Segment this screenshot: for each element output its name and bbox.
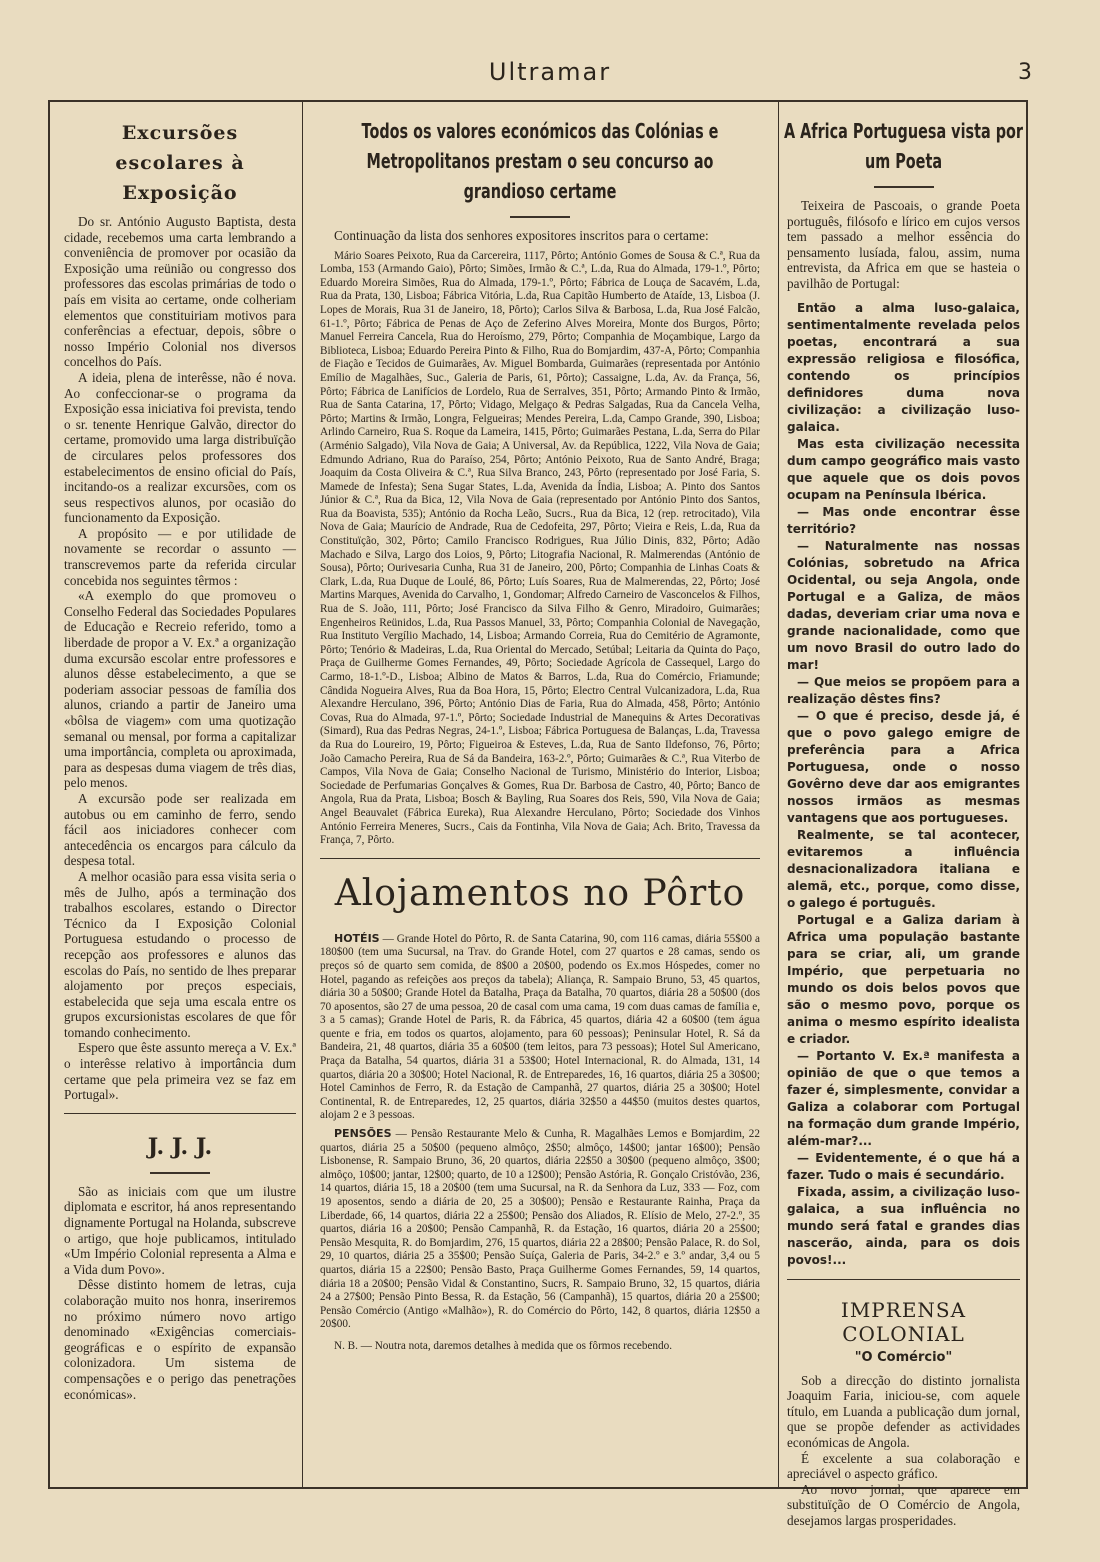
page-frame (48, 100, 1028, 1528)
pensions-text: — Pensão Restaurante Melo & Cunha, R. Magalhães Lemos e Bomjardim, 22 quartos, diária 25 a 50$00 (pequeno almôço, 2$50; almôço, 14$00; jantar 16$00); Pensão Lisbonense, R. Sampaio Bruno, 36, 20 quartos, diária 22$50 a 30$00 (pequeno almôço, 3$00; almôço, 10$00; jantar, 12$00; quarto, de 10 a 12$00); Pensão Astória, R. Gonçalo Cristóvão, 236, 14 quartos, diária 15, 18 a 20$00 (tem uma Sucursal, na R. da Senhora da Luz, 333 — Foz, com 19 aposentos, sendo a diária de 20, 25 a 30$00); Pensão e Restaurante Rainha, Praça da Liberdade, 66, 14 quartos, diária 22 a 25$00; Pensão dos Aliados, R. Elísio de Melo, 27-2.º, 35 quartos, diária 16 a 20$00; Pensão Campanhã, R. da Estação, 16 quartos, diária 20 a 25$00; Pensão Mesquita, R. do Bomjardim, 276, 15 quartos, diária 22 a 28$00; Pensão Palace, R. do Sol, 29, 10 quartos, diária 25 a 35$00; Pensão Suíça, Galeria de Paris, 34-2.º e 3.º andar, 3,4 ou 5 quartos, diária 15 a 22$00; Pensão Basto, Praça Guilherme Gomes Fernandes, 59, 14 quartos, diária 18 a 20$00; Pensão Vidal & Constantino, Sucrs, R. Sampaio Bruno, 32, 15 quartos, diária 24 a 27$00; Pensão Pinto Bessa, R. da Estação, 56 (Campanhã), 15 quartos, diária 20 a 25$00; Pensão Comércio (Antigo «Malhão»), R. do Comércio do Pôrto, 142, 8 quartos, diária 12$50 a 20$00. (320, 1128, 760, 1331)
intro-paragraph: Teixeira de Pascoais, o grande Poeta português, filósofo e lírico em cujos versos tem passado a melhor essência do pensamento lusíada, falou, assim, numa entrevista, da Africa em que se hasteia o pavilhão de Portugal: (787, 198, 1020, 291)
hotels-paragraph (320, 932, 760, 1123)
interview (787, 300, 1020, 1269)
paragraph: Do sr. António Augusto Baptista, desta cidade, recebemos uma carta lembrando a conveniência de promover por ocasião da Exposição uma reünião ou congresso dos professores das escolas primárias de todo o país em visita ao certame, onde colheriam elementos que constituiriam motivos para conferências a efectuar, depois, sôbre o nosso Império Colonial nos diversos concelhos do País. (64, 214, 296, 370)
pensions-paragraph (320, 1127, 760, 1332)
column-left (48, 102, 303, 1487)
divider (874, 186, 934, 188)
interview-paragraph: Mas esta civilização necessita dum campo geográfico mais vasto que aquele que os dois povos ocupam na Península Ibérica. (787, 436, 1020, 502)
masthead (0, 58, 1100, 94)
pensions-lead: PENSÕES (334, 1127, 392, 1141)
column-middle (310, 102, 770, 1487)
paragraph: A propósito — e por utilidade de novamente se recordar o assunto — transcrevemos parte da referida circular concebida nos seguintes têrmos : (64, 525, 296, 588)
paragraph: «A exemplo do que promoveu o Conselho Federal das Sociedades Populares de Educação e Recreio referido, tomo a liberdade de propor a V. Ex.ª a organização duma excursão escolar entre professores e alunos dêsse estabelecimento, a que se poderiam associar pessoas de família dos alunos, criando a partir de Janeiro uma «bôlsa de viagem» com uma quotização semanal ou mensal, por forma a capitalizar uma importância, completa ou aproximada, para as despesas duma viagem de três dias, pelo menos. (64, 588, 296, 791)
paragraph: Ao novo jornal, que aparece em substituïção de O Comércio de Angola, desejamos largas prosperidades. (787, 1481, 1020, 1528)
paragraph: A excursão pode ser realizada em autobus ou em caminho de ferro, sendo fácil aos iniciadores conhecer com antecedência os encargos para cálculo da despesa total. (64, 790, 296, 869)
interview-paragraph: — Portanto V. Ex.ª manifesta a opinião de que o que temos a fazer é, simplesmente, convidar a Galiza a colaborar com Portugal na formação dum grande Império, além-mar?... (787, 1048, 1020, 1148)
article-jjj (64, 1184, 296, 1402)
paragraph: São as iniciais com que um ilustre diplomata e escritor, há anos representando dignamente Portugal na Holanda, subscreve o artigo, que hoje publicamos, intitulado «Um Império Colonial representa a Alma e a Vida dum Povo». (64, 1183, 296, 1277)
headline-imprensa: IMPRENSA COLONIAL (840, 1297, 967, 1346)
divider (320, 858, 760, 859)
exhibitors-intro: Continuação da lista dos senhores expositores inscritos para o certame: (334, 228, 709, 243)
paragraph: Espero que êste assunto mereça a V. Ex.ª o interêsse relativo à importância dum certame que pela primeira vez se faz em Portugal». (64, 1040, 296, 1103)
headline-excursoes: Excursões escolares à Exposição (115, 122, 245, 204)
note: N. B. — Noutra nota, daremos detalhes à medida que os fôrmos recebendo. (334, 1339, 673, 1352)
interview-paragraph: Realmente, se tal acontecer, evitaremos a influência desnacionalizadora italiana e alemã, etc., porque, como disse, o galego é português. (787, 827, 1020, 910)
paragraph: Sob a direcção do distinto jornalista Joaquim Faria, iniciou-se, com aquele título, em Luanda a publicação dum jornal, que se propõe defender as actividades económicas de Angola. (787, 1372, 1020, 1450)
hotels-text: — Grande Hotel do Pôrto, R. de Santa Catarina, 90, com 116 camas, diária 55$00 a 180$00 (tem uma Sucursal, na Trav. do Grande Hotel, com 27 quartos e 28 camas, sendo os preços só de quarto sem comida, de 8$00 a 20$00, podendo os Ex.mos Hóspedes, comer no Hotel, pagando as refeições aos preços da tabela); Aliança, R. Sampaio Bruno, 53, 45 quartos, diária 30 a 50$00; Grande Hotel da Batalha, Praça da Batalha, 70 quartos, diária 28 a 50$00 (dos 70 aposentos, são 27 de uma pessoa, 20 de casal com uma cama, 19 com duas camas de família e, 3 a 5 camas); Grande Hotel de Paris, R. da Fábrica, 45 quartos, diária 42 a 60$00 (tem água quente e fria, em todos os quartos, alojamento, para 60 pessoas); Peninsular Hotel, R. Sá da Bandeira, 21, 48 quartos, diária 35 a 60$00 (tem leitos, para 73 pessoas); Hotel Sul Americano, Praça da Batalha, 54 quartos, diária 31 a 53$00; Hotel Internacional, R. do Almada, 131, 14 quartos, diária 20 a 30$00; Hotel Nacional, R. de Entreparedes, 16, 16 quartos, diária 25 a 30$00; Hotel Caminhos de Ferro, R. da Estação de Campanhã, 27 quartos, diária 25 a 30$00; Hotel Continental, R. de Entreparedes, 12, 25 quartos, diária 32$50 a 44$50 (muitos destes quartos, alojam 2 e 3 pessoas. (320, 932, 760, 1122)
paragraph: A ideia, plena de interêsse, não é nova. Ao confeccionar-se o programa da Exposição essa iniciativa foi prevista, tendo o sr. tenente Henrique Galvão, director do certame, promovido uma larga distribuïção de circulares pelos professores dos estabelecimentos de ensino oficial do País, incitando-os a realizar excursões, com os seus respectivos alunos, por ocasião do funcionamento da Exposição. (64, 369, 296, 526)
interview-paragraph: — Que meios se propõem para a realização dêstes fins? (787, 674, 1020, 706)
interview-paragraph: — Naturalmente nas nossas Colónias, sobretudo na Africa Ocidental, ou seja Angola, onde Portugal e a Galiza, de mãos dadas, deveriam criar uma nova e grande nacionalidade, como que um novo Brasil do outro lado do mar! (787, 538, 1020, 672)
interview-paragraph: Fixada, assim, a civilização luso-galaica, a sua influência no mundo será fatal e grandes dias nascerão, ainda, para os dois povos!... (787, 1184, 1020, 1267)
headline-valores: Todos os valores económicos das Colónias e Metropolitanos prestam o seu concurso ao grandioso certame (361, 119, 719, 203)
headline-africa: A Africa Portuguesa vista por um Poeta (784, 119, 1023, 173)
interview-paragraph: — Mas onde encontrar êsse território? (787, 504, 1020, 536)
divider (787, 1279, 1020, 1280)
paragraph: A melhor ocasião para essa visita seria o mês de Julho, após a terminação dos trabalhos escolares, estando o Director Técnico da I Exposição Colonial Portuguesa estudando o processo de recepção aos professores e alunos das escolas do País, no sentido de lhes preparar alojamento por preços especiais, estabelecida que seja uma escala entre os grupos excursionistas escolares de que fôr tomando conhecimento. (64, 868, 296, 1040)
headline-alojamentos: Alojamentos no Pôrto (334, 872, 746, 914)
interview-paragraph: — Evidentemente, é o que há a fazer. Tudo o mais é secundário. (787, 1150, 1020, 1182)
interview-paragraph: Portugal e a Galiza dariam à Africa uma população bastante para se criar, ali, um grande Império, que perpetuaria no mundo os dois belos povos que são o mesmo povo, porque os anima o mesmo espírito idealista e criador. (787, 912, 1020, 1046)
divider (510, 216, 570, 218)
hotels-lead: HOTÉIS (334, 931, 380, 945)
article-excursoes (64, 214, 296, 1103)
interview-paragraph: — O que é preciso, desde já, é que o povo galego emigre de preferência para a Africa Portuguesa, onde o nosso Govêrno deve dar aos emigrantes nossos irmãos as mesmas vantagens que aos portugueses. (787, 708, 1020, 825)
newspaper-title: Ultramar (488, 58, 612, 86)
exhibitors-list: Mário Soares Peixoto, Rua da Carcereira, 1117, Pôrto; António Gomes de Sousa & C.ª, Rua da Lomba, 153 (Armando Gaio), Pôrto; Simões, Irmão & C.ª, L.da, Rua do Almada, 179-1.º, Pôrto; Eduardo Moreira Simões, Rua do Almada, 179-1.º, Pôrto; Fábrica de Louça de Sacavém, L.da, Rua da Prata, 130, Lisboa; Fábrica Vitória, L.da, Rua Capitão Humberto de Ataíde, 13, Lisboa (J. Lopes de Morais, Rua 31 de Janeiro, 18, Pôrto); Carlos Silva & Barbosa, L.da, Rua José Falcão, 61-1.º, Pôrto; Fábrica de Penas de Aço de Zeferino Alves Moreira, Monte dos Burgos, Pôrto; Manuel Ferreira Cancela, Rua do Heroísmo, 279, Pôrto; Companhia de Moçambique, Largo da Biblioteca, Lisboa; Eduardo Pereira Pinto & Filho, Rua do Bomjardim, 437-A, Pôrto; Companhia de Fiação e Tecidos de Guimarães, Av. Miguel Bombarda, Guimarães (representada por António Emílio de Magalhães, Suc., Galeria de Paris, 61, Pôrto); Cassaigne, L.da, Av. da França, 56, Pôrto; Fábrica de Lanifícios de Lordelo, Rua de Serralves, 351, Pôrto; Armando Pinto & Irmão, Rua de Santa Catarina, 17, Pôrto; Vidago, Melgaço & Pedras Salgadas, Rua da Cancela Velha, Pôrto; Martins & Irmão, Longra, Felgueiras; Mendes Pereira, L.da, Campo Grande, 390, Lisboa; Arlindo Carneiro, Rua S. Roque da Lameira, 1415, Pôrto; Guimarães Pestana, L.da, Serra do Pilar (Arménio Salgado), Vila Nova de Gaia; A Universal, Av. da República, 1222, Vila Nova de Gaia; Edmundo Adriano, Rua do Paraíso, 254, Pôrto; António Peixoto, Rua de Santo André, Braga; Joaquim da Costa Oliveira & C.ª, Rua Silva Branco, 243, Pôrto (representado por José Faria, S. Mamede de Infesta); Sena Sugar States, L.da, Avenida da Índia, Lisboa; A. Pinto dos Santos Júnior & C.ª, Rua da Bica, 12, Vila Nova de Gaia (representado por António Pinto dos Santos, Rua da Boavista, 535); António da Rocha Leão, Sucrs., Rua da Bica, 12 (rep. retrocitado), Vila Nova de Gaia; Maurício de Andrade, Rua de Cedofeita, 297, Pôrto; Vieira e Reis, L.da, Rua da Constituïção, 302, Pôrto; Camilo Francisco Rodrigues, Rua Júlio Dinis, 832, Pôrto; Adão Machado e Silva, Largo dos Loios, 9, Pôrto; Litografia Nacional, R. Malmerendas (António de Sousa), Pôrto; Ourivesaria Cunha, Rua 31 de Janeiro, 200, Pôrto; Companhia de Linhas Coats & Clark, L.da, Rua Duque de Loulé, 86, Pôrto; Luís Soares, Rua de Malmerendas, 22, Pôrto; José Martins Marques, Avenida do Carvalho, 1, Gondomar; Alfredo Carneiro de Vasconcelos & Filhos, Rua de S. João, 111, Pôrto; José Francisco da Silva Filho & Genro, Miradoiro, Guimarães; Engenheiros Reünidos, L.da, Rua Passos Manuel, 33, Pôrto; Companhia Colonial de Navegação, Rua Instituto Vergílio Machado, 14, Lisboa; Armando Correia, Rua do Cemitério de Agramonte, Pôrto; Tenório & Madeiras, L.da, Rua Oriental do Mercado, Setúbal; Leitaria da Quinta do Paço, Praça de Guilherme Gomes Fernandes, 49, Pôrto; Sociedade Agrícola de Cassequel, Largo do Carmo, 18-1.º-D., Lisboa; Albino de Matos & Barros, L.da, Rua do Comércio, Friamunde; Cândida Nogueira Alves, Rua da Boa Hora, 15, Pôrto; Electro Central Vulcanizadora, L.da, Rua Alexandre Herculano, 396, Pôrto; António Dias de Faria, Rua do Almada, 458, Pôrto; António Covas, Rua do Almada, 97-1.º, Pôrto; Sociedade Industrial de Manequins & Artes Decorativas (Simard), Rua das Pedras Negras, 24-1.º, Lisboa; Fábrica Portuguesa de Balanças, L.da, Travessa da Rua do Loureiro, 19, Pôrto; Figueiroa & Esteves, L.da, Rua de Santo Ildefonso, 76, Pôrto; João Camacho Pereira, Rua de Sá da Bandeira, 163-2.º, Pôrto; Guimarães & C.ª, Rua Viterbo de Campos, Vila Nova de Gaia; Conselho Nacional de Turismo, Ministério do Interior, Lisboa; Sociedade de Perfumarias Gonçalves & Gomes, Rua Dr. Barbosa de Castro, 40, Pôrto; Banco de Angola, Rua da Prata, Lisboa; Bosch & Bayling, Rua Soares dos Reis, 590, Vila Nova de Gaia; Angel Beauvalet (Fábrica Eureka), Rua Alexandre Herculano, Pôrto; Sociedade dos Vinhos António Ferreira Meneres, Sucrs., Cais da Fontinha, Vila Nova de Gaia; Ach. Brito, Travessa da França, 7, Pôrto. (320, 249, 760, 847)
column-right (778, 102, 1028, 1528)
headline-jjj: J. J. J. (147, 1133, 213, 1160)
paragraph: Dêsse distinto homem de letras, cuja colaboração muito nos honra, inseriremos no próximo número novo artigo denominado «Exigências comerciais-geográficas e o espírito de expansão colonizadora. Um sistema de compensações e o perigo das penetrações económicas». (64, 1277, 296, 1402)
divider (150, 1172, 210, 1174)
subhead-comercio: "O Comércio" (854, 1349, 953, 1365)
paragraph: É excelente a sua colaboração e apreciável o aspecto gráfico. (787, 1450, 1020, 1482)
interview-paragraph: Então a alma luso-galaica, sentimentalmente revelada pelos poetas, encontrará a sua expressão religiosa e filosófica, contendo os princípios definidores duma nova civilização: a civilização luso-galaica. (787, 300, 1020, 434)
divider (64, 1113, 296, 1114)
page-number: 3 (1018, 60, 1032, 85)
